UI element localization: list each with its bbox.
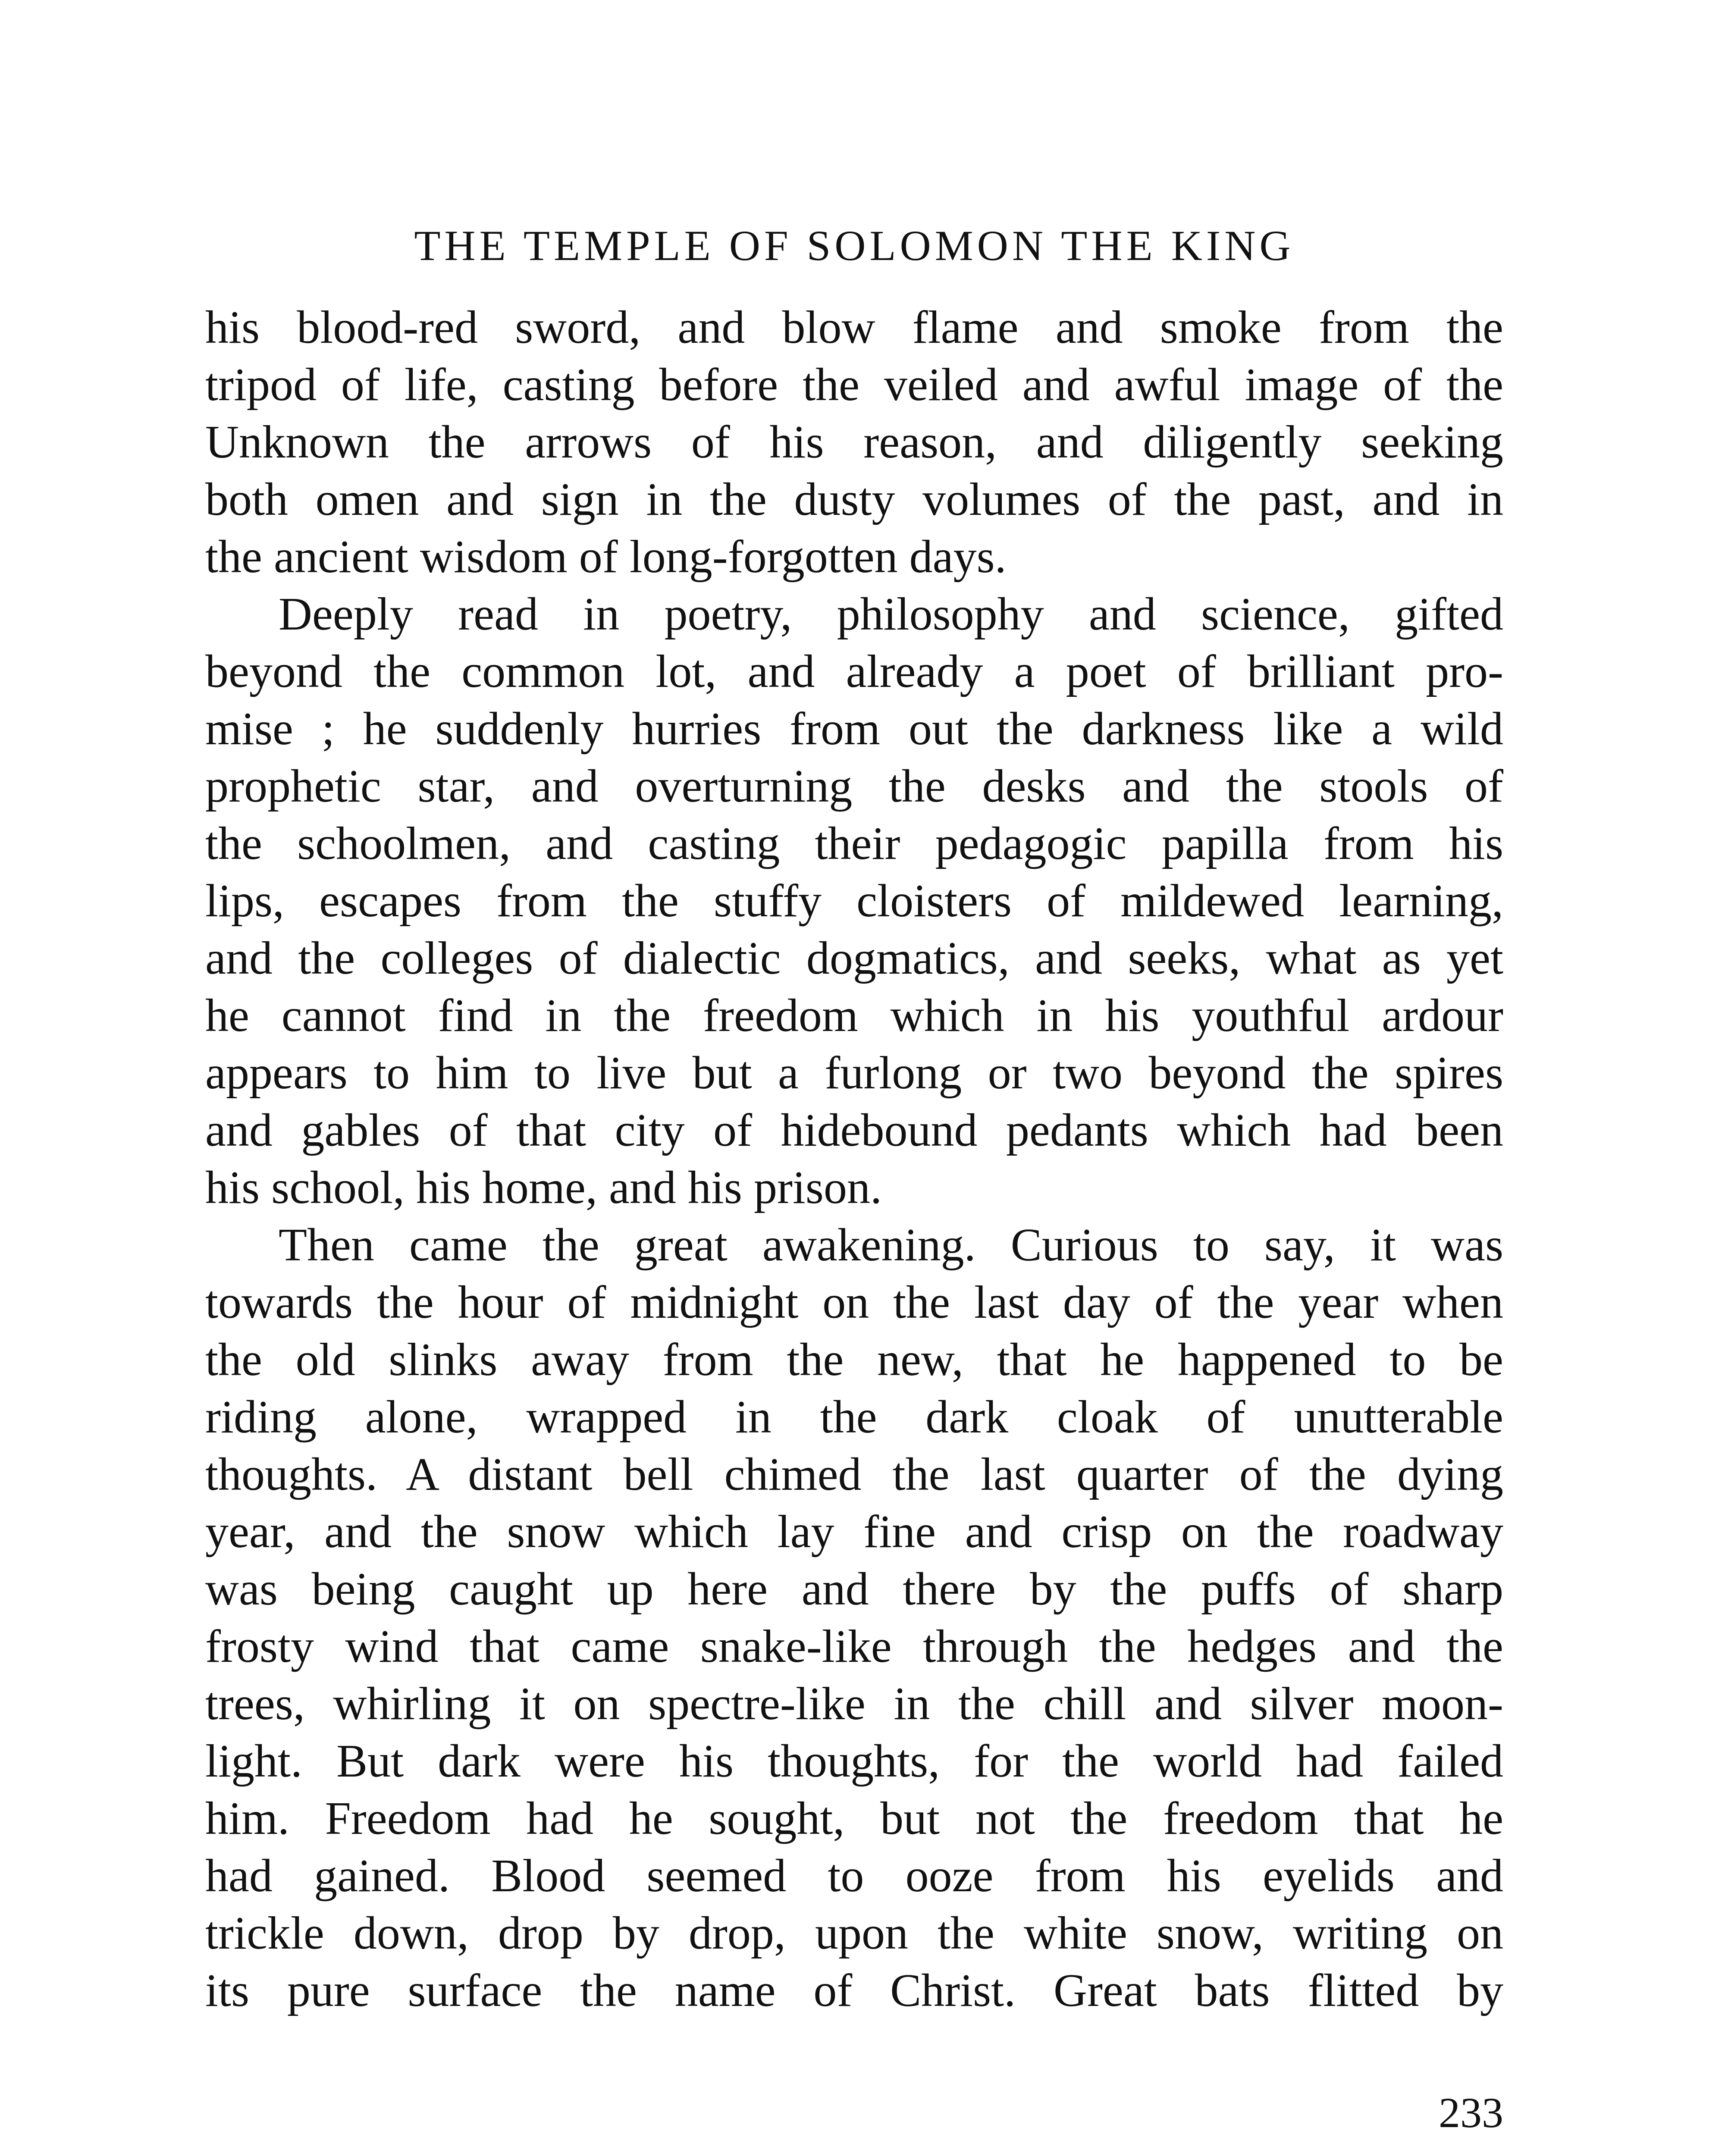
text-line: the old slinks away from the new, that he happened to be [205,1334,1503,1385]
text-line: prophetic star, and overturning the desks and the stools of [205,761,1503,812]
text-line: and gables of that city of hidebound pedants which had been [205,1105,1503,1156]
page-number: 233 [1439,2089,1503,2137]
body-text [205,299,1503,2019]
text-line: was being caught up here and there by the puffs of sharp [205,1564,1503,1615]
text-line: Unknown the arrows of his reason, and diligently seeking [205,417,1503,468]
text-line: Then came the great awakening. Curious to say, it was [279,1219,1503,1271]
running-head: THE TEMPLE OF SOLOMON THE KING [414,222,1295,270]
text-line: trickle down, drop by drop, upon the white snow, writing on [205,1908,1503,1959]
text-line: tripod of life, casting before the veiled and awful image of the [205,359,1503,411]
text-line: towards the hour of midnight on the last day of the year when [205,1277,1503,1328]
text-line: had gained. Blood seemed to ooze from his eyelids and [205,1850,1503,1902]
text-line: the ancient wisdom of long-forgotten days. [205,531,1007,583]
text-line: Deeply read in poetry, philosophy and science, gifted [279,589,1503,640]
text-line: light. But dark were his thoughts, for the world had failed [205,1736,1503,1787]
text-line: his blood-red sword, and blow flame and smoke from the [205,302,1503,353]
text-line: its pure surface the name of Christ. Great bats flitted by [205,1965,1503,2016]
text-line: both omen and sign in the dusty volumes of the past, and in [205,474,1503,525]
text-line: thoughts. A distant bell chimed the last quarter of the dying [205,1449,1503,1500]
text-line: frosty wind that came snake-like through the hedges and the [205,1621,1503,1672]
text-line: and the colleges of dialectic dogmatics, and seeks, what as yet [205,933,1503,984]
text-line: beyond the common lot, and already a poet of brilliant pro- [205,646,1503,697]
text-line: him. Freedom had he sought, but not the freedom that he [205,1793,1503,1844]
text-line: year, and the snow which lay fine and crisp on the roadway [205,1506,1503,1557]
text-line: lips, escapes from the stuffy cloisters of mildewed learning, [205,875,1503,927]
text-line: trees, whirling it on spectre-like in the chill and silver moon- [205,1678,1503,1730]
text-line: appears to him to live but a furlong or two beyond the spires [205,1047,1503,1099]
text-line: his school, his home, and his prison. [205,1162,882,1213]
text-line: the schoolmen, and casting their pedagogic papilla from his [205,818,1503,869]
text-line: he cannot find in the freedom which in his youthful ardour [205,990,1503,1041]
text-line: riding alone, wrapped in the dark cloak of unutterable [205,1391,1503,1443]
text-line: mise ; he suddenly hurries from out the darkness like a wild [205,703,1503,755]
